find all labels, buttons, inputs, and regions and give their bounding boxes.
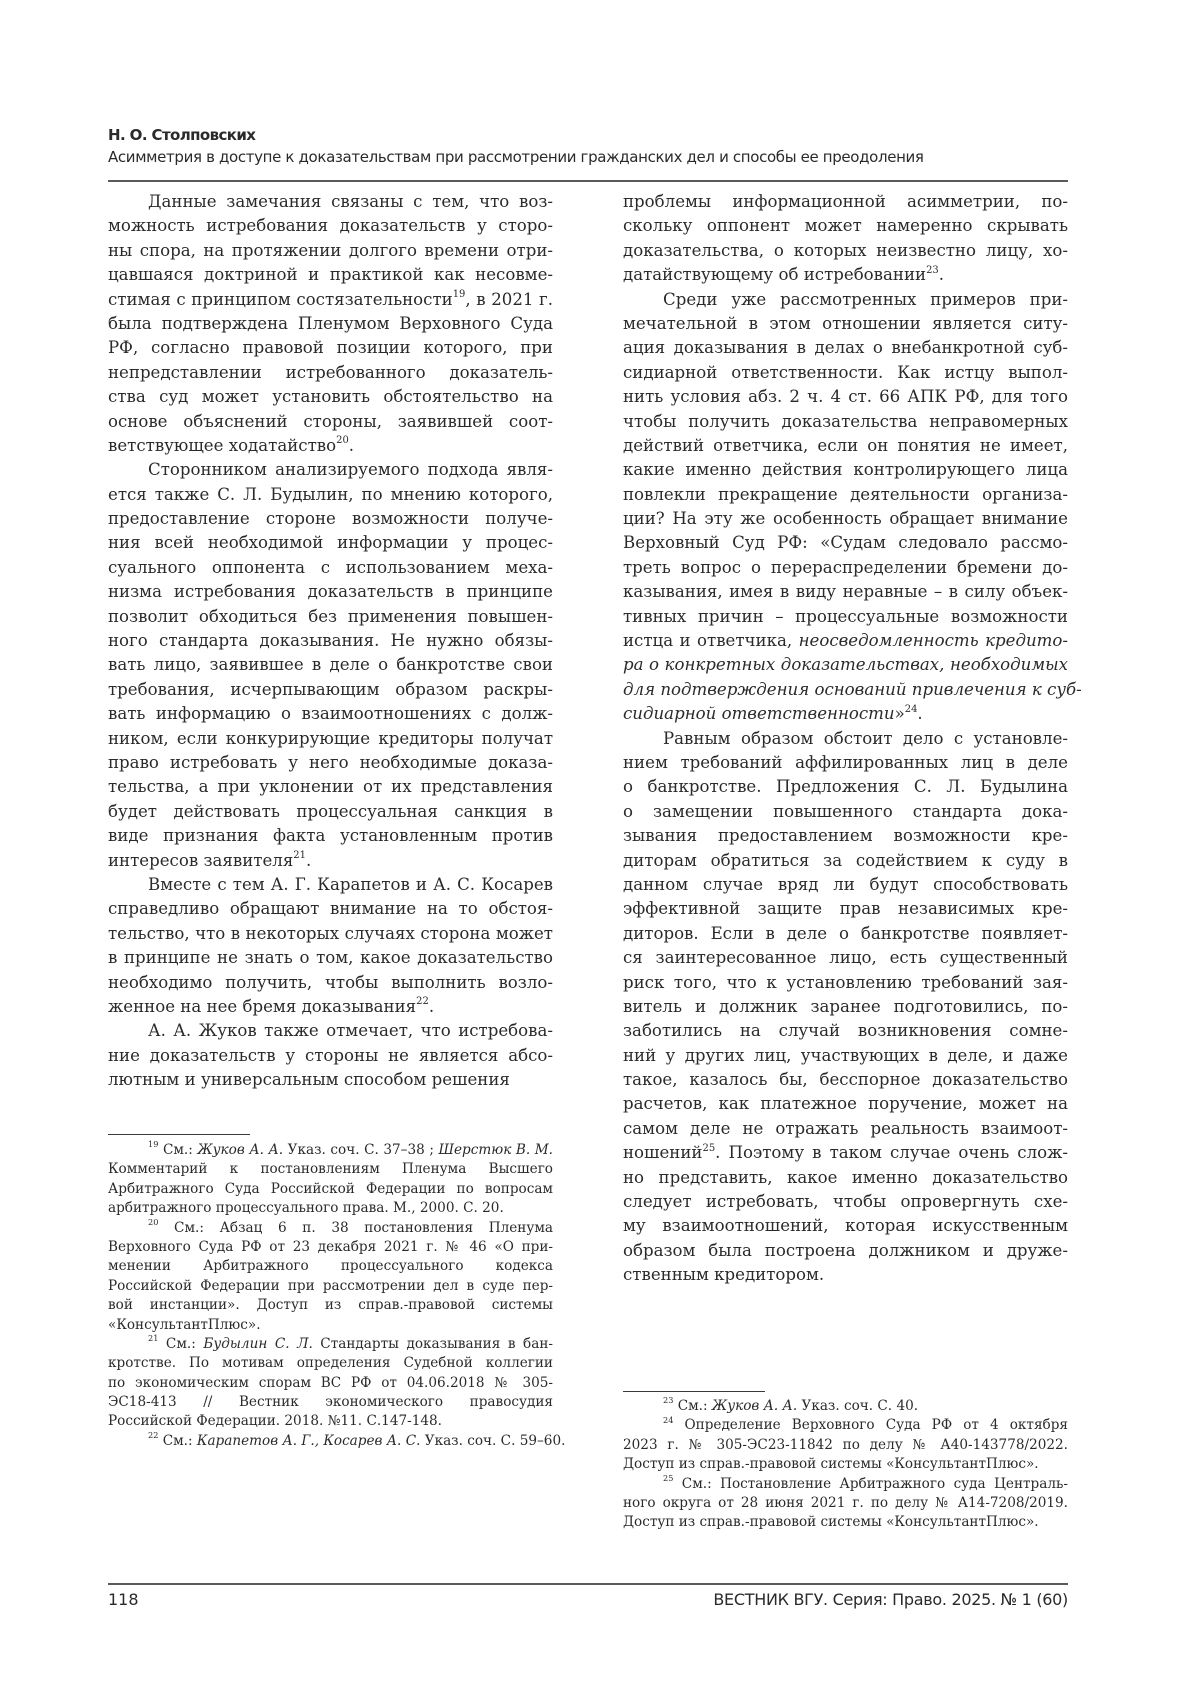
header-article-title: Асимметрия в доступе к доказательствам при рассмотрении гражданских дел и способы ее преодоления <box>108 148 924 166</box>
footnote-ref[interactable]: 21 <box>148 1333 159 1344</box>
text-line: ветствующее ходатайство$^{20}$. <box>108 435 355 455</box>
header-author: Н. О. Столповских <box>108 126 256 144</box>
text-line: сидиарной ответственности. Как истцу выпол- <box>623 362 1068 382</box>
text-line: цавшаяся доктриной и практикой как несовме- <box>108 265 553 285</box>
text-line: можность истребования доказательств у сторо- <box>108 216 553 236</box>
body-paragraph <box>108 1019 553 1092</box>
italic-text: Шерстюк В. М. <box>438 1142 553 1158</box>
left-footnotes <box>108 1139 566 1451</box>
italic-text: Жуков А. А. <box>711 1398 798 1414</box>
text-line: риск того, что к установлению требований зая- <box>623 972 1068 992</box>
text-line: доказательства, о которых неизвестно лицу, хо- <box>623 240 1068 260</box>
text-line: самом деле не отражать реальность взаимоот- <box>623 1118 1068 1138</box>
footnote-19 <box>108 1141 553 1219</box>
italic-text: Карапетов А. Г., Косарев А. С. <box>196 1432 421 1449</box>
italic-text: для подтверждения оснований привлечения к суб- <box>623 679 1082 699</box>
text-line: эффективной защите прав независимых кре- <box>623 899 1068 919</box>
text-line: данном случае вряд ли будут способствовать <box>623 874 1068 894</box>
text-line <box>623 653 1068 677</box>
text-line: о банкротстве. Предложения С. Л. Будылина <box>623 777 1068 797</box>
text-line: действий ответчика, если он понятия не имеет, <box>623 435 1068 455</box>
body-paragraph <box>623 727 1068 1288</box>
text-line: ственным кредитором. <box>623 1265 825 1285</box>
footnote-line: $^{23}$ См.: Жуков А. А. Указ. соч. С. 40. <box>663 1395 919 1414</box>
text-line: Верховный Суд РФ: «Судам следовало рассмо- <box>623 533 1068 553</box>
text-line: ние доказательств у стороны не является абсо- <box>108 1045 553 1065</box>
italic-text: Жуков А. А. <box>197 1142 284 1158</box>
footnote-line: Арбитражного Суда Российской Федерации по вопросам <box>108 1180 553 1197</box>
text-line: предоставление стороне возможности получе- <box>108 509 553 529</box>
text-line: необходимо получить, чтобы выполнить возло- <box>108 972 553 992</box>
text-line: казывания, имея в виду неравные – в силу объек- <box>623 582 1068 602</box>
footnote-25 <box>623 1475 1068 1533</box>
footnote-ref[interactable]: 19 <box>148 1139 159 1150</box>
text-line: А. А. Жуков также отмечает, что истребова- <box>148 1021 553 1041</box>
text-line: в принципе не знать о том, какое доказательство <box>108 948 553 968</box>
text-line: основе объяснений стороны, заявившей соот- <box>108 411 553 431</box>
text-line <box>623 678 1082 702</box>
text-line: суального оппонента с использованием меха- <box>108 557 553 577</box>
footnote-line: ного округа от 28 июня 2021 г. по делу № А14-7208/2019. <box>623 1494 1068 1511</box>
footnote-separator-left <box>108 1134 250 1135</box>
footnote-ref[interactable]: 24 <box>904 703 918 715</box>
text-line: истца и ответчика, неосведомленность кредито- <box>623 631 1068 651</box>
text-line: му взаимоотношений, которая искусственным <box>623 1216 1068 1236</box>
running-header <box>108 124 1068 168</box>
text-line: непредставлении истребованного доказатель- <box>108 362 553 382</box>
text-line: стимая с принципом состязательности$^{19}$, в 2021 г. <box>108 289 553 309</box>
footnote-ref[interactable]: 24 <box>663 1414 674 1425</box>
footnote-22 <box>108 1430 566 1451</box>
italic-text: Будылин С. Л. <box>203 1335 313 1352</box>
text-line: вать информацию о взаимоотношениях с долж- <box>108 704 553 724</box>
footnote-line: Доступ из справ.-правовой системы «КонсультантПлюс». <box>623 1456 1039 1473</box>
footnote-line: арбитражного процессуального права. М., 2000. С. 20. <box>108 1200 504 1217</box>
text-line: РФ, согласно правовой позиции которого, при <box>108 338 553 358</box>
text-line: ния всей необходимой информации у процес- <box>108 533 553 553</box>
text-line: виде признания факта установленным против <box>108 826 553 846</box>
text-line: позволит обходиться без применения повышен- <box>108 606 553 626</box>
footnote-line: Российской Федерации при рассмотрении дел в суде пер- <box>108 1277 553 1294</box>
body-paragraph <box>623 288 1082 727</box>
text-line: о замещении повышенного стандарта дока- <box>623 801 1068 821</box>
body-paragraph <box>108 873 553 1019</box>
header-divider <box>108 180 1068 182</box>
text-line: следует истребовать, чтобы опровергнуть схе- <box>623 1192 1068 1212</box>
footnote-24 <box>623 1416 1068 1474</box>
body-paragraph <box>108 458 553 873</box>
text-line: справедливо обращают внимание на то обстоя- <box>108 899 553 919</box>
text-line: ции? На эту же особенность обращает внимание <box>623 509 1068 529</box>
text-line: заботились на случай возникновения сомне- <box>623 1021 1068 1041</box>
text-line: повлекли прекращение деятельности организа- <box>623 484 1068 504</box>
body-paragraph <box>108 190 553 458</box>
text-line: будет действовать процессуальная санкция в <box>108 801 553 821</box>
text-line: Вместе с тем А. Г. Карапетов и А. С. Косарев <box>148 874 553 894</box>
text-line: сидиарной ответственности»$^{24}$. <box>623 703 923 724</box>
text-line: вать лицо, заявившее в деле о банкротстве свои <box>108 655 553 675</box>
text-line: нить условия абз. 2 ч. 4 ст. 66 АПК РФ, для того <box>623 387 1068 407</box>
text-line: требования, исчерпывающим образом раскры- <box>108 679 553 699</box>
footnote-ref[interactable]: 25 <box>663 1473 674 1484</box>
footnote-ref[interactable]: 22 <box>148 1430 159 1441</box>
footnote-line: Доступ из справ.-правовой системы «КонсультантПлюс». <box>623 1514 1039 1531</box>
right-footnotes <box>623 1397 1068 1533</box>
text-line: тельство, что в некоторых случаях сторона может <box>108 923 553 943</box>
body-paragraph <box>623 190 1068 288</box>
footnote-line: «КонсультантПлюс». <box>108 1316 261 1333</box>
text-line: Данные замечания связаны с тем, что воз- <box>148 192 553 211</box>
left-text-column <box>108 190 553 1092</box>
footnote-line: менении Арбитражного процессуального кодекса <box>108 1258 553 1275</box>
text-line: ся заинтересованное лицо, есть существенный <box>623 948 1068 968</box>
text-line: витель и должник заранее подготовились, по- <box>623 996 1068 1016</box>
text-line: какие именно действия контролирующего лица <box>623 460 1068 480</box>
italic-text: сидиарной ответственности <box>623 704 895 724</box>
footnote-line: ЭС18-413 // Вестник экономического правосудия <box>108 1394 553 1411</box>
text-line: право истребовать у него необходимые доказа- <box>108 752 553 772</box>
footnote-line: $^{21}$ См.: Будылин С. Л. Стандарты доказывания в бан- <box>148 1333 553 1352</box>
footnote-23 <box>623 1397 1068 1416</box>
text-line: нием требований аффилированных лиц в деле <box>623 752 1068 772</box>
text-line: но представить, какое именно доказательство <box>623 1167 1068 1187</box>
footnote-line: вой инстанции». Доступ из справ.-правовой системы <box>108 1297 553 1314</box>
footnote-ref[interactable]: 21 <box>293 850 306 862</box>
text-line: ется также С. Л. Будылин, по мнению которого, <box>108 484 553 504</box>
text-line: ны спора, на протяжении долгого времени отри- <box>108 240 553 260</box>
text-line: ация доказывания в делах о внебанкротной суб- <box>623 338 1068 358</box>
page-number: 118 <box>108 1590 139 1609</box>
footnote-ref[interactable]: 25 <box>702 1142 716 1154</box>
footnote-line: Комментарий к постановлениям Пленума Высшего <box>108 1161 553 1178</box>
footnote-line: Верховного Суда РФ от 23 декабря 2021 г. № 46 «О при- <box>108 1238 553 1255</box>
text-line: проблемы информационной асимметрии, по- <box>623 192 1068 211</box>
footnote-line: 2023 г. № 305-ЭС23-11842 по делу № А40-143778/2022. <box>623 1436 1068 1453</box>
italic-text: ра о конкретных доказательствах, необходимых <box>623 655 1068 675</box>
text-line: расчетов, как платежное поручение, может на <box>623 1094 1068 1114</box>
footnote-line: $^{24}$ Определение Верховного Суда РФ от 4 октября <box>663 1414 1068 1434</box>
footnote-20 <box>108 1219 553 1335</box>
footnote-separator-right <box>623 1391 765 1392</box>
italic-text: неосведомленность кредито- <box>798 631 1068 651</box>
text-line: ний у других лиц, участвующих в деле, и даже <box>623 1045 1068 1065</box>
text-line: такое, казалось бы, бесспорное доказательство <box>623 1070 1068 1090</box>
footnote-line: $^{22}$ См.: Карапетов А. Г., Косарев А. С. Указ. соч. С. 59–60. <box>148 1430 566 1449</box>
right-text-column <box>623 190 1082 1288</box>
text-line: датайствующему об истребовании$^{23}$. <box>623 264 945 285</box>
footnote-line: по экономическим спорам ВС РФ от 04.06.2018 № 305- <box>108 1374 553 1391</box>
text-line: женное на нее бремя доказывания$^{22}$. <box>108 996 435 1016</box>
text-line: тивных причин – процессуальные возможности <box>623 606 1068 626</box>
footnote-ref[interactable]: 19 <box>452 289 466 301</box>
footnote-ref[interactable]: 22 <box>416 996 429 1008</box>
text-line: ного стандарта доказывания. Не нужно обязы- <box>108 631 553 651</box>
text-line: ства суд может установить обстоятельство на <box>108 387 553 407</box>
footnote-line: Российской Федерации. 2018. №11. С.147-148. <box>108 1413 442 1430</box>
text-line: мечательной в этом отношении является ситу- <box>623 313 1068 333</box>
text-line: ношений$^{25}$. Поэтому в таком случае очень слож- <box>623 1142 1068 1163</box>
text-line: ником, если конкурирующие кредиторы получат <box>108 728 553 748</box>
journal-citation: ВЕСТНИК ВГУ. Серия: Право. 2025. № 1 (60) <box>713 1590 1068 1609</box>
footnote-21 <box>108 1335 553 1432</box>
text-line: тельства, а при уклонении от их представления <box>108 777 553 797</box>
footnote-line: кротстве. По мотивам определения Судебной коллегии <box>108 1355 553 1372</box>
footnote-ref[interactable]: 23 <box>663 1395 674 1406</box>
text-line: чтобы получить доказательства неправомерных <box>623 411 1068 431</box>
text-line: лютным и универсальным способом решения <box>108 1070 510 1090</box>
text-line: скольку оппонент может намеренно скрывать <box>623 216 1068 236</box>
text-line: треть вопрос о перераспределении бремени до- <box>623 557 1068 577</box>
text-line: была подтверждена Пленумом Верховного Суда <box>108 313 553 333</box>
text-line: низма истребования доказательств в принципе <box>108 582 553 602</box>
text-line: диторам обратиться за содействием к суду в <box>623 850 1068 870</box>
text-line: Сторонником анализируемого подхода явля- <box>148 460 553 480</box>
footnote-ref[interactable]: 23 <box>926 264 939 276</box>
footnote-line: $^{20}$ См.: Абзац 6 п. 38 постановления Пленума <box>148 1217 553 1236</box>
text-line: интересов заявителя$^{21}$. <box>108 850 312 870</box>
footer-divider <box>108 1583 1068 1585</box>
footnote-ref[interactable]: 20 <box>336 435 349 447</box>
text-line: Равным образом обстоит дело с установле- <box>663 728 1068 748</box>
text-line: диторов. Если в деле о банкротстве появляет- <box>623 923 1068 943</box>
text-line: Среди уже рассмотренных примеров при- <box>663 289 1068 309</box>
footnote-line: $^{25}$ См.: Постановление Арбитражного суда Централь- <box>663 1473 1068 1492</box>
text-line: образом была построена должником и друже- <box>623 1240 1068 1260</box>
footnote-line: $^{19}$ См.: Жуков А. А. Указ. соч. С. 37–38 ; Шерстюк В. М. <box>148 1139 553 1158</box>
text-line: зывания предоставлением возможности кре- <box>623 826 1068 846</box>
footnote-ref[interactable]: 20 <box>148 1217 159 1228</box>
